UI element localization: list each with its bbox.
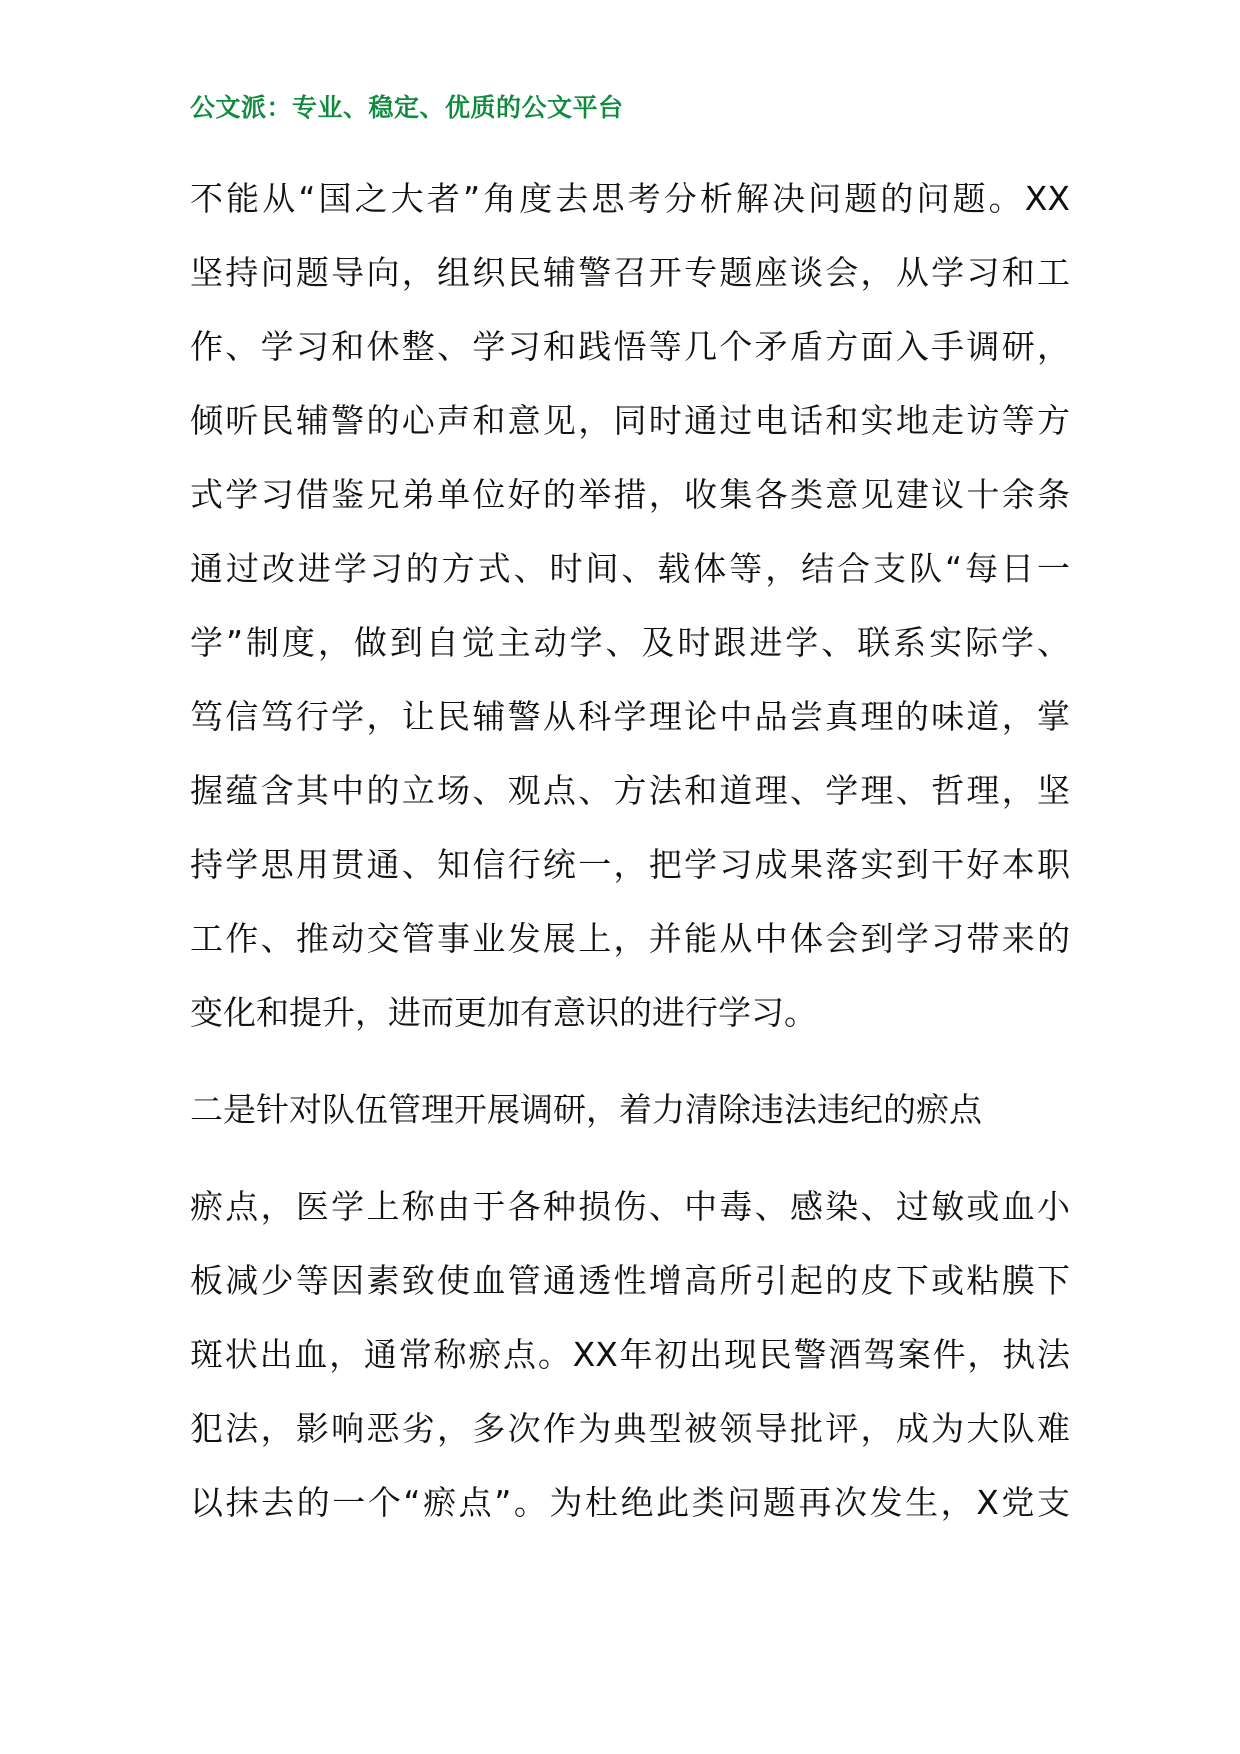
paragraph-line: 学”制度，做到自觉主动学、及时跟进学、联系实际学、 xyxy=(190,623,1070,662)
paragraph-line: 持学思用贯通、知信行统一，把学习成果落实到干好本职 xyxy=(190,845,1070,884)
body-paragraph-1 xyxy=(190,162,1070,1050)
paragraph-line: 瘀点，医学上称由于各种损伤、中毒、感染、过敏或血小 xyxy=(190,1187,1070,1226)
section-heading-text: 二是针对队伍管理开展调研，着力清除违法违纪的瘀点 xyxy=(190,1090,982,1129)
paragraph-line: 式学习借鉴兄弟单位好的举措，收集各类意见建议十余条 xyxy=(190,475,1070,514)
paragraph-line: 作、学习和休整、学习和践悟等几个矛盾方面入手调研， xyxy=(190,327,1070,366)
paragraph-line: 斑状出血，通常称瘀点。XX年初出现民警酒驾案件，执法 xyxy=(190,1335,1070,1374)
paragraph-line: 倾听民辅警的心声和意见，同时通过电话和实地走访等方 xyxy=(190,401,1070,440)
body-paragraph-2 xyxy=(190,1170,1070,1540)
paragraph-line: 坚持问题导向，组织民辅警召开专题座谈会，从学习和工 xyxy=(190,253,1070,292)
paragraph-line: 不能从“国之大者”角度去思考分析解决问题的问题。XX xyxy=(190,179,1070,218)
page-header: 公文派：专业、稳定、优质的公文平台 xyxy=(190,93,624,122)
paragraph-line: 板减少等因素致使血管通透性增高所引起的皮下或粘膜下 xyxy=(190,1261,1070,1300)
paragraph-line: 工作、推动交管事业发展上，并能从中体会到学习带来的 xyxy=(190,919,1070,958)
paragraph-line: 握蕴含其中的立场、观点、方法和道理、学理、哲理，坚 xyxy=(190,771,1070,810)
paragraph-line: 犯法，影响恶劣，多次作为典型被领导批评，成为大队难 xyxy=(190,1409,1070,1448)
paragraph-line: 笃信笃行学，让民辅警从科学理论中品尝真理的味道，掌 xyxy=(190,697,1070,736)
paragraph-line: 以抹去的一个“瘀点”。为杜绝此类问题再次发生，X党支 xyxy=(190,1483,1070,1522)
section-heading xyxy=(190,1073,1070,1147)
paragraph-line: 通过改进学习的方式、时间、载体等，结合支队“每日一 xyxy=(190,549,1070,588)
paragraph-line: 变化和提升，进而更加有意识的进行学习。 xyxy=(190,993,817,1032)
